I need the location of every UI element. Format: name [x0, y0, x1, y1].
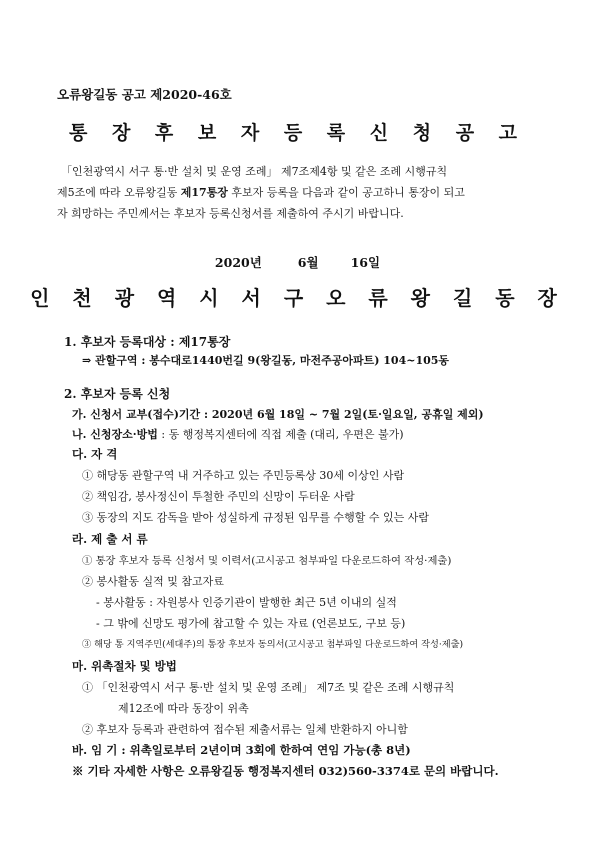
- notice-number: 오류왕길동 공고 제2020-46호: [57, 87, 232, 102]
- intro-line-1: 「인천광역시 서구 통·반 설치 및 운영 조례」 제7조제4항 및 같은 조례 시행규칙: [61, 165, 448, 178]
- term-of-office: 바. 임 기 : 위촉일로부터 2년이며 3회에 한하여 연임 가능(총 8년): [72, 743, 411, 757]
- intro-line-3: 자 희망하는 주민께서는 후보자 등록신청서를 제출하여 주시기 바랍니다.: [57, 207, 404, 220]
- qualification-item: ② 책임감, 봉사정신이 투철한 주민의 신망이 두터운 사람: [82, 490, 355, 503]
- document-item: ③ 해당 통 지역주민(세대주)의 통장 후보자 동의서(고시공고 첨부파일 다운로드하여 작성·제출): [82, 639, 464, 650]
- document-item: ② 봉사활동 실적 및 참고자료: [82, 575, 224, 588]
- procedure-item-continued: 제12조에 따라 동장이 위촉: [118, 702, 249, 715]
- procedure-heading: 마. 위촉절차 및 방법: [72, 659, 177, 673]
- intro-line-2-bold: 제17통장: [180, 186, 228, 199]
- application-place: [72, 426, 404, 442]
- contact-note: ※ 기타 자세한 사항은 오류왕길동 행정복지센터 032)560-3374로 문의 바랍니다.: [72, 764, 499, 778]
- application-place-label: 나. 신청장소·방법: [72, 428, 158, 441]
- section-2-heading: 2. 후보자 등록 신청: [64, 387, 171, 401]
- application-place-text: : 동 행정복지센터에 직접 제출 (대리, 우편은 불가): [157, 428, 404, 441]
- intro-line-2c: 후보자 등록을 다음과 같이 공고하니 통장이 되고: [227, 186, 465, 199]
- documents-heading: 라. 제 출 서 류: [72, 532, 148, 546]
- notice-date: [0, 253, 595, 271]
- qualification-heading: 다. 자 격: [72, 447, 118, 461]
- date-month: 6월: [297, 255, 319, 270]
- page-title: 통 장 후 보 자 등 록 신 청 공 고: [68, 122, 527, 144]
- document-item: ① 통장 후보자 등록 신청서 및 이력서(고시공고 첨부파일 다운로드하여 작성·제출): [82, 555, 452, 567]
- date-year: 2020년: [214, 255, 262, 270]
- jurisdiction-area: ⇒ 관할구역 : 봉수대로1440번길 9(왕길동, 마전주공아파트) 104~105동: [82, 354, 450, 367]
- intro-line-2a: 제5조에 따라 오류왕길동: [57, 186, 181, 199]
- intro-paragraph: [57, 161, 557, 224]
- date-day: 16일: [350, 255, 381, 270]
- qualification-item: ① 해당동 관할구역 내 거주하고 있는 주민등록상 30세 이상인 사람: [82, 469, 405, 482]
- document-subitem: - 봉사활동 : 자원봉사 인증기관이 발행한 최근 5년 이내의 실적: [96, 596, 397, 609]
- qualification-item: ③ 동장의 지도 감독을 받아 성실하게 규정된 임무를 수행할 수 있는 사람: [82, 511, 429, 524]
- procedure-item: ① 「인천광역시 서구 통·반 설치 및 운영 조례」 제7조 및 같은 조례 시행규칙: [82, 681, 455, 694]
- document-subitem: - 그 밖에 신망도 평가에 참고할 수 있는 자료 (언론보도, 구보 등): [96, 617, 406, 630]
- procedure-item: ② 후보자 등록과 관련하여 접수된 제출서류는 일체 반환하지 아니함: [82, 723, 408, 736]
- section-1-heading: 1. 후보자 등록대상 : 제17통장: [64, 335, 231, 349]
- issuer-name: 인 천 광 역 시 서 구 오 류 왕 길 동 장: [30, 286, 565, 310]
- application-period: 가. 신청서 교부(접수)기간 : 2020년 6월 18일 ~ 7월 2일(토·일요일, 공휴일 제외): [72, 408, 484, 421]
